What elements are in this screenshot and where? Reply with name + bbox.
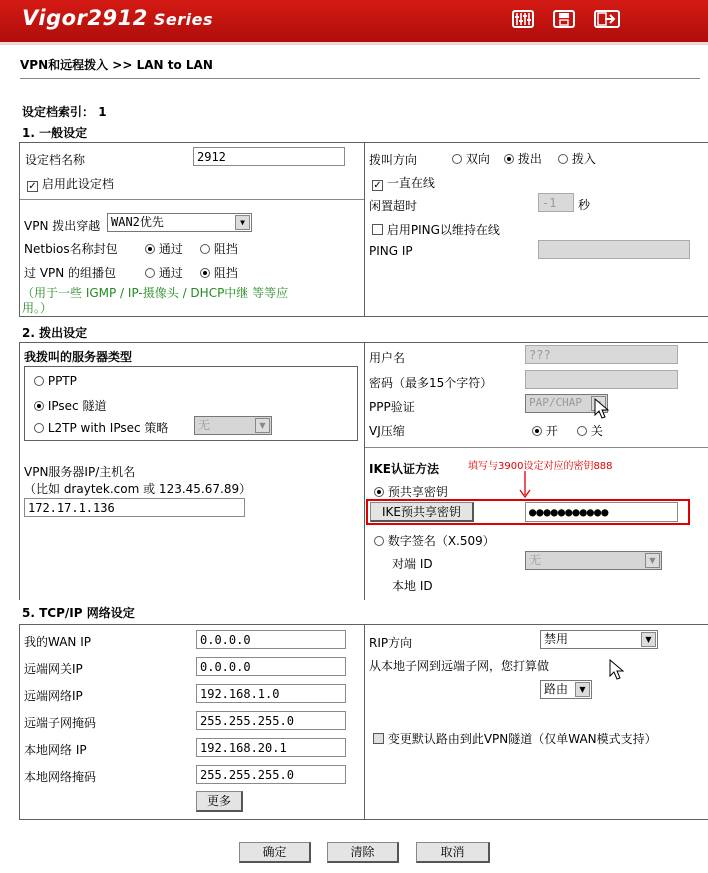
breadcrumb: VPN和远程拨入 >> LAN to LAN — [20, 58, 213, 72]
default-route-checkbox[interactable] — [373, 733, 384, 744]
logout-icon[interactable] — [594, 10, 620, 28]
remote-mask-label: 远端子网掩码 — [24, 716, 97, 730]
ping-enable[interactable]: 启用PING以维持在线 — [372, 221, 500, 238]
more-button[interactable]: 更多 — [196, 791, 243, 812]
netbios-pass[interactable]: 通过 — [145, 240, 183, 257]
vpn-dial-through-label: VPN 拨出穿越 — [24, 219, 101, 233]
call-direction-out[interactable]: 拨出 — [504, 150, 542, 167]
local-mask-input[interactable]: 255.255.255.0 — [196, 765, 346, 784]
rip-label: RIP方向 — [369, 636, 413, 650]
enable-profile-checkbox[interactable]: ✓ — [28, 181, 37, 192]
seconds-label: 秒 — [578, 198, 591, 212]
route-question: 从本地子网到远端子网，您打算做 — [369, 659, 550, 673]
server-type-title: 我拨叫的服务器类型 — [24, 350, 133, 364]
ping-ip-label: PING IP — [369, 244, 413, 258]
idle-timeout-label: 闲置超时 — [369, 199, 418, 213]
password-input[interactable] — [525, 370, 678, 389]
idle-timeout-input[interactable]: -1 — [538, 193, 574, 212]
profile-index: 设定档索引： 1 — [22, 105, 107, 119]
brand-logo: Vigor2912 Series — [22, 6, 213, 30]
clear-button[interactable]: 清除 — [327, 842, 399, 863]
default-route[interactable]: 变更默认路由到此VPN隧道（仅单WAN模式支持） — [373, 730, 657, 747]
section5-split — [364, 624, 365, 820]
route-select[interactable]: 路由 ▼ — [540, 680, 592, 699]
multicast-note-line2: 用。） — [22, 301, 53, 315]
multicast-label: 过 VPN 的组播包 — [24, 266, 117, 280]
header-divider — [0, 42, 708, 45]
my-wan-ip-label: 我的WAN IP — [24, 635, 91, 649]
local-net-label: 本地网络 IP — [24, 743, 87, 757]
ok-button[interactable]: 确定 — [239, 842, 311, 863]
preshared-option[interactable]: 预共享密钥 — [374, 483, 448, 500]
call-direction-in[interactable]: 拨入 — [558, 150, 596, 167]
ipsec-option[interactable]: IPsec 隧道 — [34, 397, 106, 414]
profile-name-label: 设定档名称 — [25, 153, 86, 167]
ppp-auth-select[interactable]: PAP/CHAP — [525, 394, 608, 413]
ike-psk-button[interactable]: IKE预共享密钥 — [370, 502, 474, 522]
equalizer-icon[interactable] — [512, 10, 534, 28]
chevron-down-icon[interactable]: ▼ — [641, 632, 656, 647]
server-ip-label: VPN服务器IP/主机名 — [24, 465, 136, 479]
ike-divider — [365, 447, 708, 448]
remote-net-input[interactable]: 192.168.1.0 — [196, 684, 346, 703]
chevron-down-icon[interactable]: ▼ — [235, 215, 250, 230]
call-in-radio[interactable] — [558, 154, 568, 164]
ppp-auth-label: PPP验证 — [369, 400, 415, 414]
netbios-block[interactable]: 阻挡 — [200, 240, 238, 257]
netbios-block-radio[interactable] — [200, 244, 210, 254]
digital-sig-radio[interactable] — [374, 536, 384, 546]
digital-sig-option[interactable]: 数字签名（X.509） — [374, 532, 495, 549]
section2-split — [364, 342, 365, 600]
remote-gw-label: 远端网关IP — [24, 662, 83, 676]
always-on-checkbox[interactable]: ✓ — [373, 180, 382, 191]
cancel-button[interactable]: 取消 — [416, 842, 490, 863]
l2tp-policy-select[interactable]: 无 ▼ — [194, 416, 272, 435]
ping-ip-input[interactable] — [538, 240, 690, 259]
save-icon[interactable] — [553, 10, 575, 28]
mouse-cursor-icon — [594, 398, 610, 420]
ipsec-radio[interactable] — [34, 401, 44, 411]
chevron-down-icon[interactable]: ▼ — [645, 553, 660, 568]
section5-title: 5. TCP/IP 网络设定 — [22, 606, 135, 620]
pptp-option[interactable]: PPTP — [34, 374, 77, 388]
password-label: 密码（最多15个字符） — [369, 376, 493, 390]
vj-off[interactable]: 关 — [577, 422, 603, 439]
vpn-dial-through-select[interactable]: WAN2优先 ▼ — [107, 213, 252, 232]
vj-on[interactable]: 开 — [532, 422, 558, 439]
multicast-block[interactable]: 阻挡 — [200, 264, 238, 281]
vj-on-radio[interactable] — [532, 426, 542, 436]
preshared-radio[interactable] — [374, 487, 384, 497]
rip-select[interactable]: 禁用 ▼ — [540, 630, 658, 649]
l2tp-option[interactable]: L2TP with IPsec 策略 — [34, 419, 168, 436]
always-on[interactable]: ✓ 一直在线 — [373, 176, 435, 191]
server-ip-input[interactable]: 172.17.1.136 — [24, 498, 245, 517]
enable-profile[interactable]: ✓ 启用此设定档 — [28, 177, 114, 192]
annotation-arrow-icon — [518, 471, 532, 499]
section1-split — [364, 142, 365, 317]
netbios-pass-radio[interactable] — [145, 244, 155, 254]
l2tp-radio[interactable] — [34, 423, 44, 433]
multicast-pass-radio[interactable] — [145, 268, 155, 278]
ike-title: IKE认证方法 — [369, 462, 439, 476]
multicast-block-radio[interactable] — [200, 268, 210, 278]
ping-enable-checkbox[interactable] — [372, 224, 383, 235]
mouse-cursor-icon — [609, 659, 625, 681]
psk-annotation: 填写与3900设定对应的密钥888 — [468, 461, 613, 472]
vj-off-radio[interactable] — [577, 426, 587, 436]
breadcrumb-divider — [20, 78, 700, 79]
section1-title: 1. 一般设定 — [22, 126, 88, 140]
section2-title: 2. 拨出设定 — [22, 326, 88, 340]
vj-label: VJ压缩 — [369, 424, 405, 438]
call-both-radio[interactable] — [452, 154, 462, 164]
local-mask-label: 本地网络掩码 — [24, 770, 97, 784]
peer-id-label: 对端 ID — [392, 557, 433, 571]
remote-gw-input[interactable]: 0.0.0.0 — [196, 657, 346, 676]
username-label: 用户名 — [369, 351, 406, 365]
peer-id-select[interactable]: 无 ▼ — [525, 551, 662, 570]
local-id-label: 本地 ID — [392, 579, 433, 593]
call-direction-both[interactable]: 双向 — [452, 150, 490, 167]
profile-name-input[interactable]: 2912 — [193, 147, 345, 166]
multicast-note-line1: （用于一些 IGMP / IP-摄像头 / DHCP中继 等等应 — [22, 286, 289, 300]
section1-left-divider — [20, 199, 364, 200]
local-net-input[interactable]: 192.168.20.1 — [196, 738, 346, 757]
call-direction-label: 拨叫方向 — [369, 153, 418, 167]
psk-input[interactable]: ●●●●●●●●●●● — [525, 502, 678, 522]
my-wan-ip-input[interactable]: 0.0.0.0 — [196, 630, 346, 649]
call-out-radio[interactable] — [504, 154, 514, 164]
server-ip-hint: （比如 draytek.com 或 123.45.67.89） — [24, 482, 252, 496]
multicast-pass[interactable]: 通过 — [145, 264, 183, 281]
pptp-radio[interactable] — [34, 376, 44, 386]
remote-mask-input[interactable]: 255.255.255.0 — [196, 711, 346, 730]
username-input[interactable]: ??? — [525, 345, 678, 364]
netbios-label: Netbios名称封包 — [24, 242, 118, 256]
chevron-down-icon[interactable]: ▼ — [255, 418, 270, 433]
remote-net-label: 远端网络IP — [24, 689, 83, 703]
chevron-down-icon[interactable]: ▼ — [575, 682, 590, 697]
